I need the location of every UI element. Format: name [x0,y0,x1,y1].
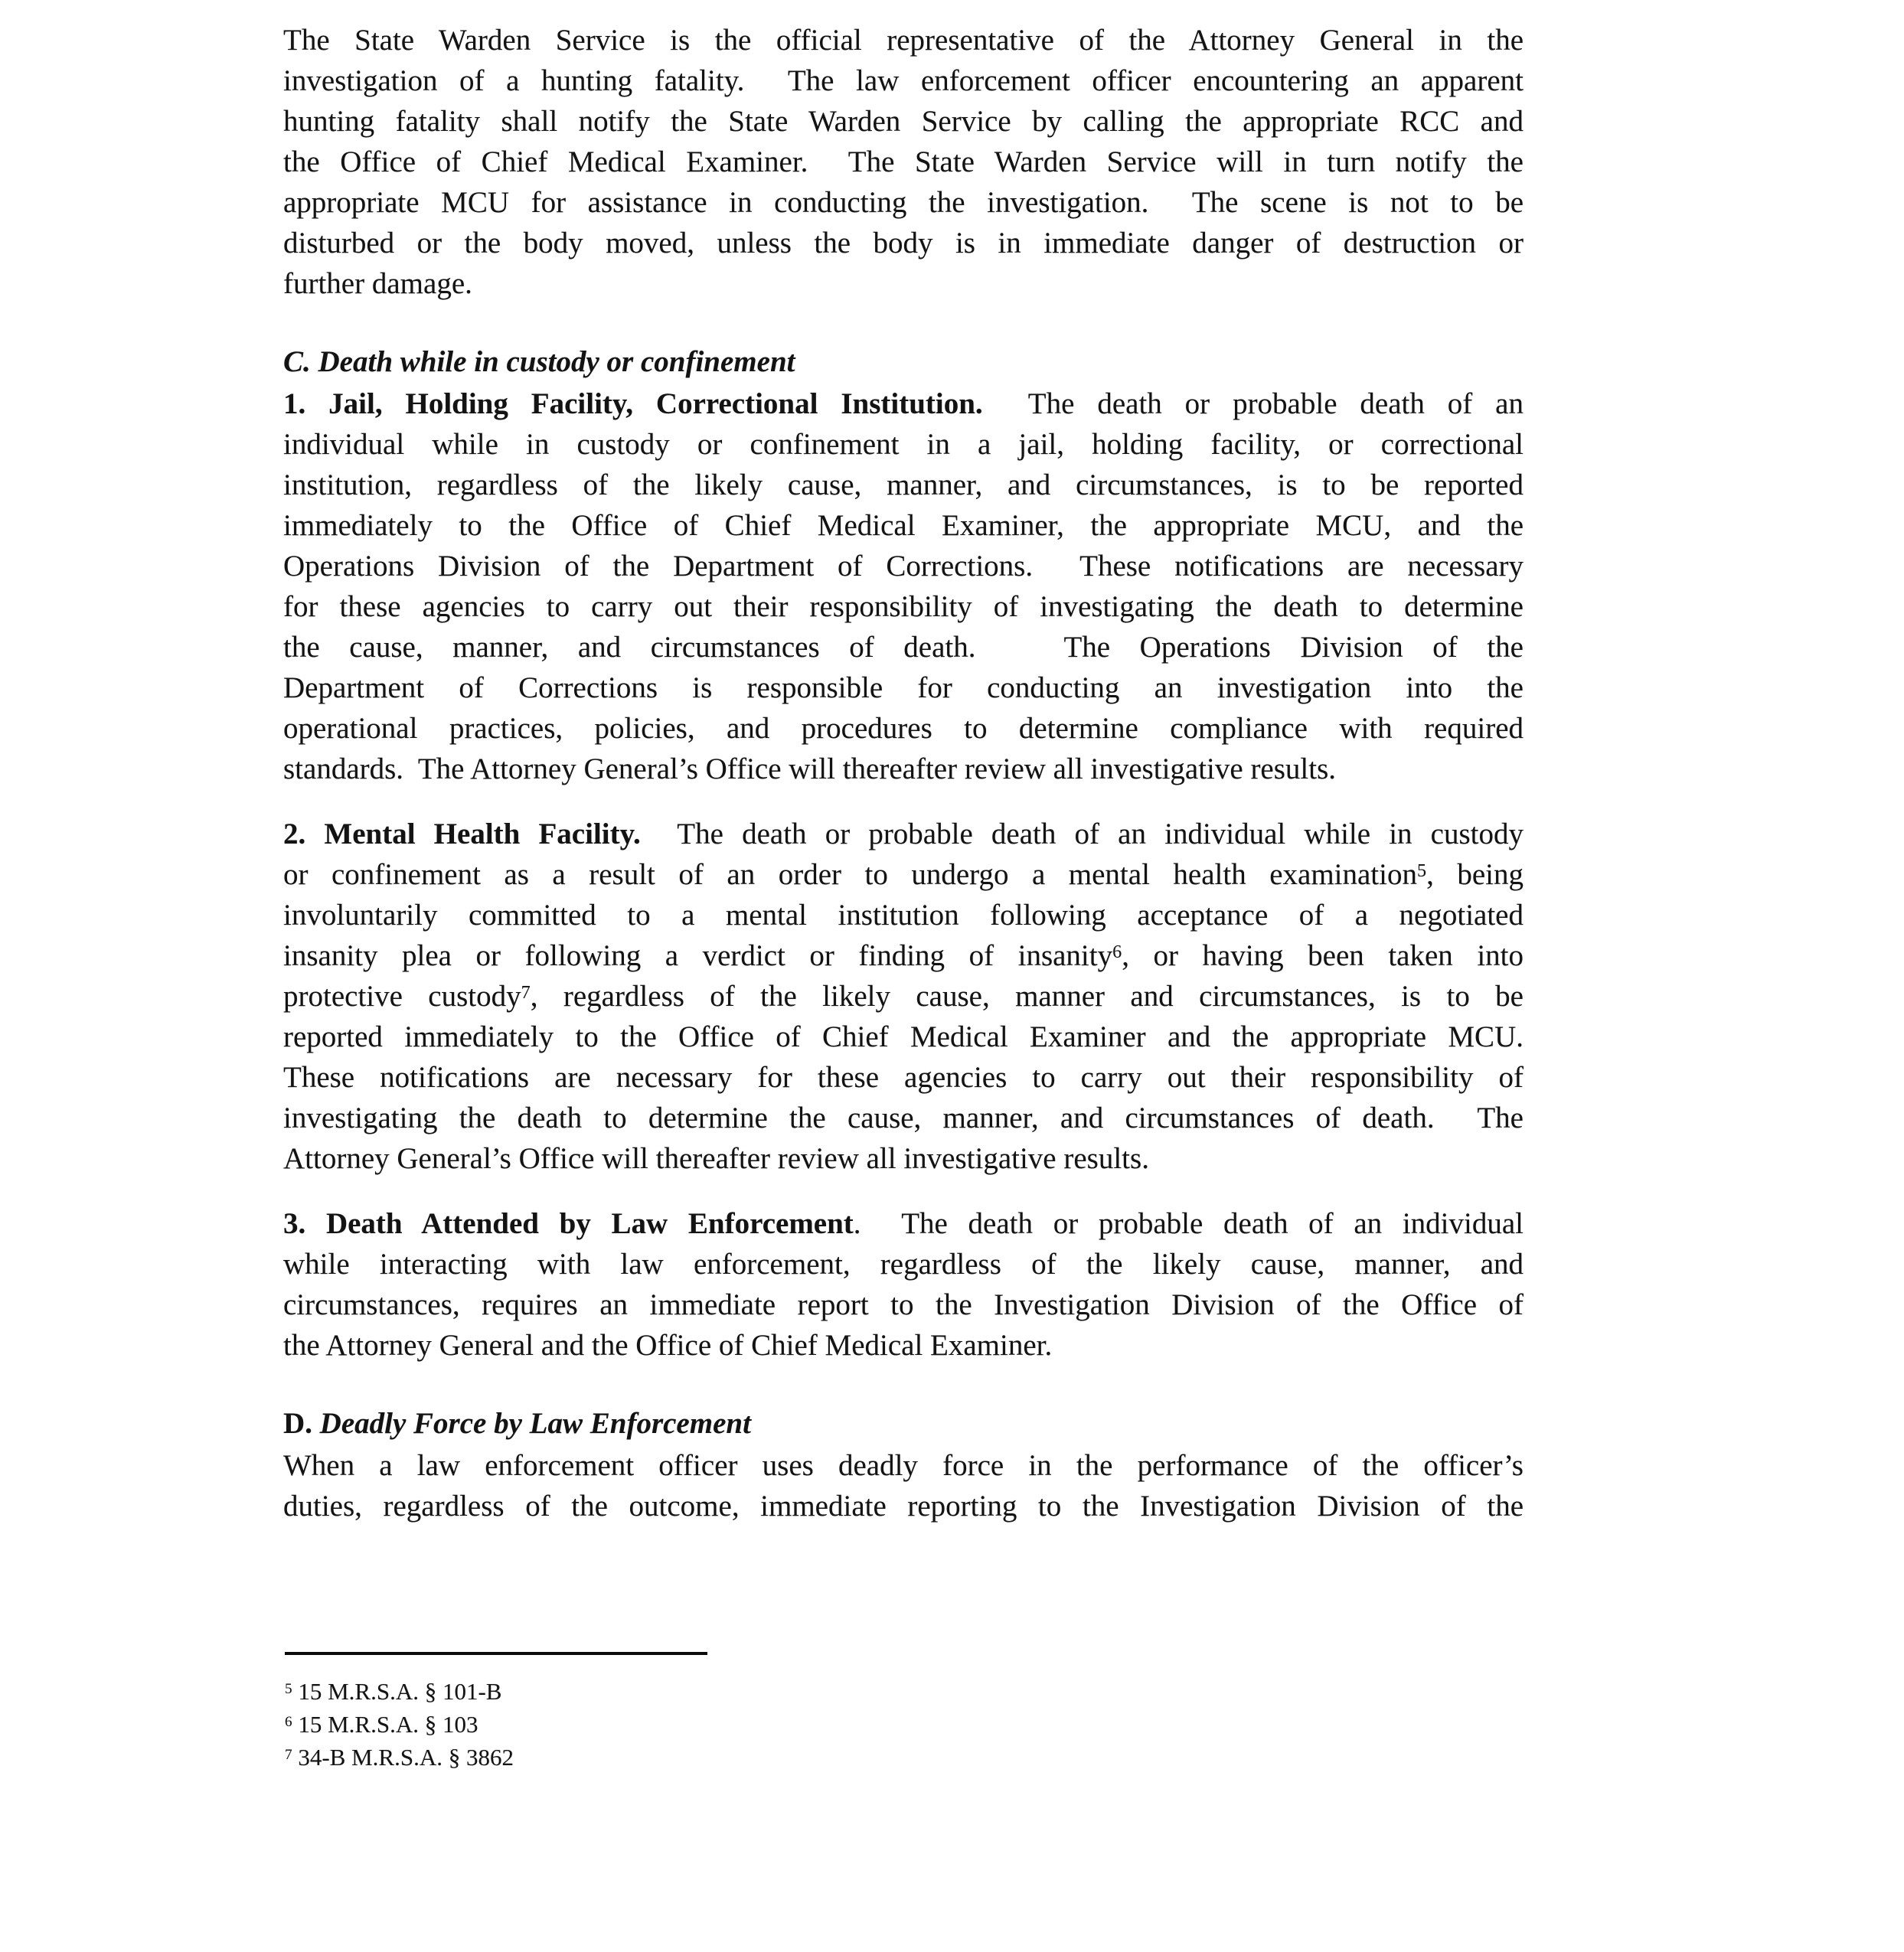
paragraph-state-warden-service [283,20,1524,304]
text-segment: hunting fatality shall notify the State Warden Service by calling the appropriate RCC and [283,105,1524,138]
footnote-item [285,1708,1525,1741]
text-segment: individual while in custody or confinement in a jail, holding facility, or correctional [283,428,1524,461]
text-segment: The death or probable death of an individual while in custody [640,818,1524,850]
text-segment: Death while in custody or confinement [318,345,795,378]
footnote-number: 6 [285,1713,292,1730]
text-line [283,749,1524,789]
text-segment: while interacting with law enforcement, regardless of the likely cause, manner, and [283,1248,1524,1281]
text-line [283,708,1524,749]
text-line [283,976,1524,1017]
text-segment: immediately to the Office of Chief Medical Examiner, the appropriate MCU, and the [283,509,1524,542]
text-segment: or confinement as a result of an order to undergo a mental health examination [283,858,1417,891]
text-segment: duties, regardless of the outcome, immediate reporting to the Investigation Division of the [283,1490,1524,1523]
text-segment: , or having been taken into [1122,939,1524,972]
footnote-number: 7 [285,1746,292,1763]
footnote-text: 15 M.R.S.A. § 103 [292,1711,478,1738]
heading-section-c-death-in-custody [283,341,1524,384]
text-line [283,668,1524,708]
text-segment: disturbed or the body moved, unless the body is in immediate danger of destruction or [283,227,1524,260]
text-line [283,1244,1524,1284]
text-line [283,935,1524,976]
text-segment: When a law enforcement officer uses deadly force in the performance of the officer’s [283,1449,1524,1482]
text-line [283,814,1524,854]
text-line [283,627,1524,668]
text-line [283,182,1524,223]
text-line [283,1057,1524,1098]
text-segment: standards. The Attorney General’s Office will thereafter review all investigative results. [283,752,1337,785]
text-line [283,1138,1524,1179]
text-line [283,1017,1524,1057]
footnote-text: 34-B M.R.S.A. § 3862 [292,1744,514,1771]
text-segment: involuntarily committed to a mental institution following acceptance of a negotiated [283,899,1524,932]
text-segment: The death or probable death of an [982,387,1524,420]
page-content [283,20,1524,1526]
footnote-reference-marker: 5 [1416,860,1427,881]
text-segment: for these agencies to carry out their responsibility of investigating the death to determine [283,590,1524,623]
text-line [283,465,1524,505]
text-line [283,424,1524,465]
text-segment: appropriate MCU for assistance in conducting the investigation. The scene is not to be [283,186,1524,219]
text-segment: Attorney General’s Office will thereafter review all investigative results. [283,1142,1149,1175]
text-segment: protective custody [283,980,521,1013]
text-segment: insanity plea or following a verdict or finding of insanity [283,939,1113,972]
text-segment: institution, regardless of the likely cause, manner, and circumstances, is to be reported [283,468,1524,501]
footnote-reference-marker: 6 [1112,941,1122,962]
text-segment: Operations Division of the Department of Corrections. These notifications are necessary [283,550,1524,583]
text-segment: circumstances, requires an immediate report to the Investigation Division of the Office of [283,1288,1524,1321]
paragraph-1-jail-holding-facility [283,384,1524,789]
text-segment: D. [283,1407,320,1440]
text-segment: investigating the death to determine the cause, manner, and circumstances of death. The [283,1102,1524,1134]
text-line [283,1325,1524,1366]
text-line [283,263,1524,304]
text-line [283,101,1524,142]
paragraph-2-mental-health-facility [283,814,1524,1179]
text-segment: the Office of Chief Medical Examiner. The State Warden Service will in turn notify the [283,145,1524,178]
text-line [283,384,1524,424]
text-segment: 3. Death Attended by Law Enforcement [283,1207,854,1240]
text-segment: Department of Corrections is responsible for conducting an investigation into the [283,671,1524,704]
text-line [283,546,1524,586]
text-segment: the cause, manner, and circumstances of death. The Operations Division of the [283,631,1524,664]
text-segment: investigation of a hunting fatality. The law enforcement officer encountering an apparent [283,64,1524,97]
text-line [283,1402,1524,1445]
heading-section-d-deadly-force [283,1402,1524,1445]
text-line [283,505,1524,546]
footnote-number: 5 [285,1680,292,1697]
text-line [283,1098,1524,1138]
footnote-text: 15 M.R.S.A. § 101-B [292,1678,502,1705]
text-line [283,1445,1524,1486]
text-segment: 1. Jail, Holding Facility, Correctional Institution. [283,387,983,420]
text-line [283,223,1524,263]
text-line [283,60,1524,101]
text-segment: C. [283,345,318,378]
footnote-item [285,1675,1525,1708]
paragraph-deadly-force-intro [283,1445,1524,1526]
text-segment: reported immediately to the Office of Chief Medical Examiner and the appropriate MCU. [283,1020,1524,1053]
paragraph-3-death-attended-by-law-enforcement [283,1203,1524,1366]
text-line [283,586,1524,627]
text-line [283,1486,1524,1526]
text-segment: The State Warden Service is the official representative of the Attorney General in the [283,24,1524,57]
text-line [283,20,1524,60]
text-segment: 2. Mental Health Facility. [283,818,641,850]
text-segment: operational practices, policies, and procedures to determine compliance with required [283,712,1524,745]
text-segment: Deadly Force by Law Enforcement [319,1407,751,1440]
text-segment: , being [1426,858,1524,891]
text-line [283,1284,1524,1325]
footnote-reference-marker: 7 [521,981,531,1003]
text-line [283,1203,1524,1244]
text-segment: . The death or probable death of an individual [853,1207,1524,1240]
text-segment: , regardless of the likely cause, manner and circumstances, is to be [530,980,1524,1013]
footnote-separator-rule [285,1652,707,1655]
text-segment: the Attorney General and the Office of Chief Medical Examiner. [283,1329,1053,1362]
text-segment: further damage. [283,267,472,300]
text-line [283,142,1524,182]
text-line [283,895,1524,935]
text-segment: These notifications are necessary for these agencies to carry out their responsibility of [283,1061,1524,1094]
footnote-item [285,1741,1525,1774]
text-line [283,854,1524,895]
footnote-list [285,1675,1525,1774]
text-line [283,341,1524,384]
footnotes-section [285,1652,1525,1774]
